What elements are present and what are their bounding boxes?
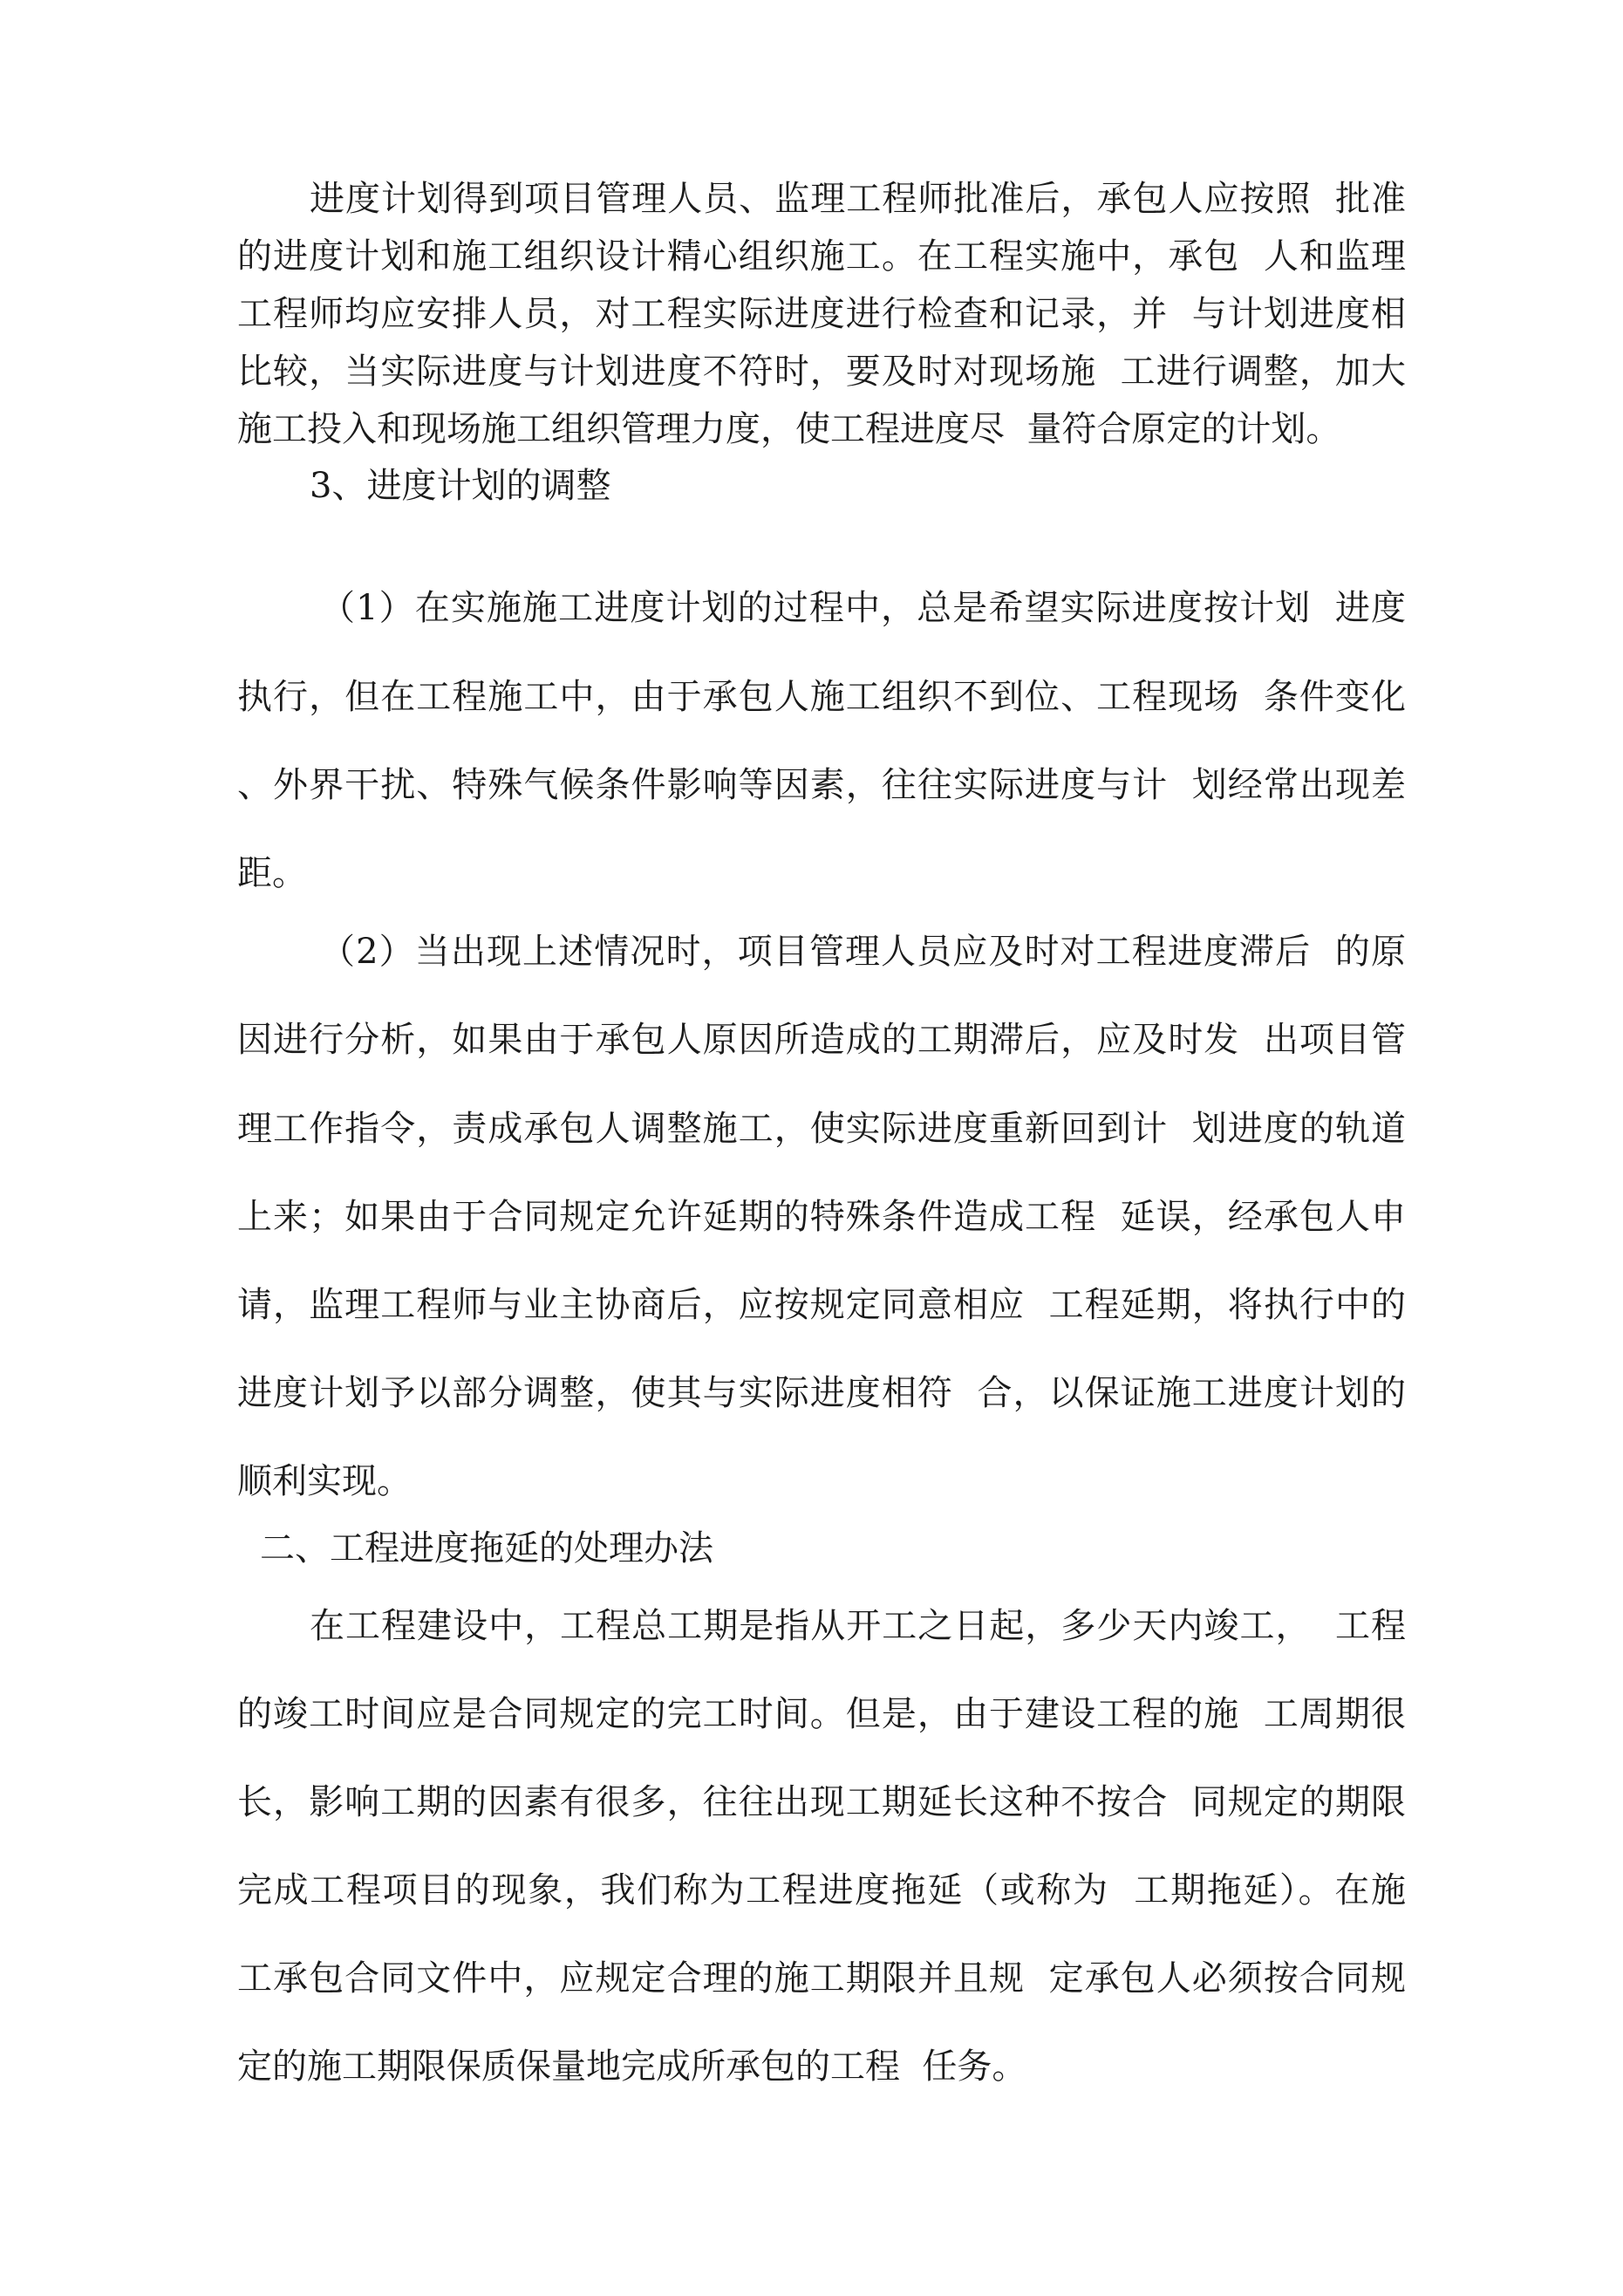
paragraph-3-line-1: （2）当出现上述情况时，项目管理人员应及时对工程进度滞后 的原: [320, 932, 1406, 972]
paragraph-4-line-3: 长，影响工期的因素有很多，往往出现工期延长这种不按合 同规定的期限: [237, 1782, 1406, 1822]
paragraph-2-line-4: 距。: [237, 853, 307, 893]
paragraph-3-line-4: 上来；如果由于合同规定允许延期的特殊条件造成工程 延误，经承包人申: [237, 1197, 1406, 1237]
paragraph-4-line-5: 工承包合同文件中，应规定合理的施工期限并且规 定承包人必须按合同规: [237, 1958, 1406, 1999]
paragraph-3-line-2: 因进行分析，如果由于承包人原因所造成的工期滞后，应及时发 出项目管: [237, 1020, 1406, 1060]
paragraph-3-line-5: 请，监理工程师与业主协商后，应按规定同意相应 工程延期，将执行中的: [237, 1285, 1406, 1325]
paragraph-1-line-3: 工程师均应安排人员，对工程实际进度进行检查和记录，并 与计划进度相: [237, 294, 1406, 334]
paragraph-2-line-2: 执行，但在工程施工中，由于承包人施工组织不到位、工程现场 条件变化: [237, 677, 1406, 717]
paragraph-3-line-6: 进度计划予以部分调整，使其与实际进度相符 合，以保证施工进度计划的: [237, 1373, 1406, 1413]
paragraph-2-line-1: （1）在实施施工进度计划的过程中，总是希望实际进度按计划 进度: [320, 588, 1406, 628]
paragraph-1-line-1: 进度计划得到项目管理人员、监理工程师批准后，承包人应按照 批准: [310, 179, 1406, 219]
paragraph-4-line-2: 的竣工时间应是合同规定的完工时间。但是，由于建设工程的施 工周期很: [237, 1694, 1406, 1734]
paragraph-4-line-4: 完成工程项目的现象，我们称为工程进度拖延（或称为 工期拖延）。在施: [237, 1870, 1406, 1910]
section-heading-2: 二、工程进度拖延的处理办法: [260, 1528, 713, 1568]
paragraph-3-line-7: 顺利实现。: [237, 1461, 412, 1501]
paragraph-1-line-4: 比较，当实际进度与计划进度不符时，要及时对现场施 工进行调整，加大: [237, 352, 1406, 392]
paragraph-3-line-3: 理工作指令，责成承包人调整施工，使实际进度重新回到计 划进度的轨道: [237, 1109, 1406, 1149]
paragraph-1-line-2: 的进度计划和施工组织设计精心组织施工。在工程实施中，承包 人和监理: [237, 236, 1406, 277]
paragraph-2-line-3: 、外界干扰、特殊气候条件影响等因素，往往实际进度与计 划经常出现差: [237, 765, 1406, 805]
paragraph-1-line-5: 施工投入和现场施工组织管理力度，使工程进度尽 量符合原定的计划。: [237, 409, 1341, 449]
section-heading-3: 3、进度计划的调整: [310, 466, 611, 506]
paragraph-4-line-6: 定的施工期限保质保量地完成所承包的工程 任务。: [237, 2047, 1027, 2087]
paragraph-4-line-1: 在工程建设中，工程总工期是指从开工之日起，多少天内竣工， 工程: [310, 1606, 1406, 1646]
